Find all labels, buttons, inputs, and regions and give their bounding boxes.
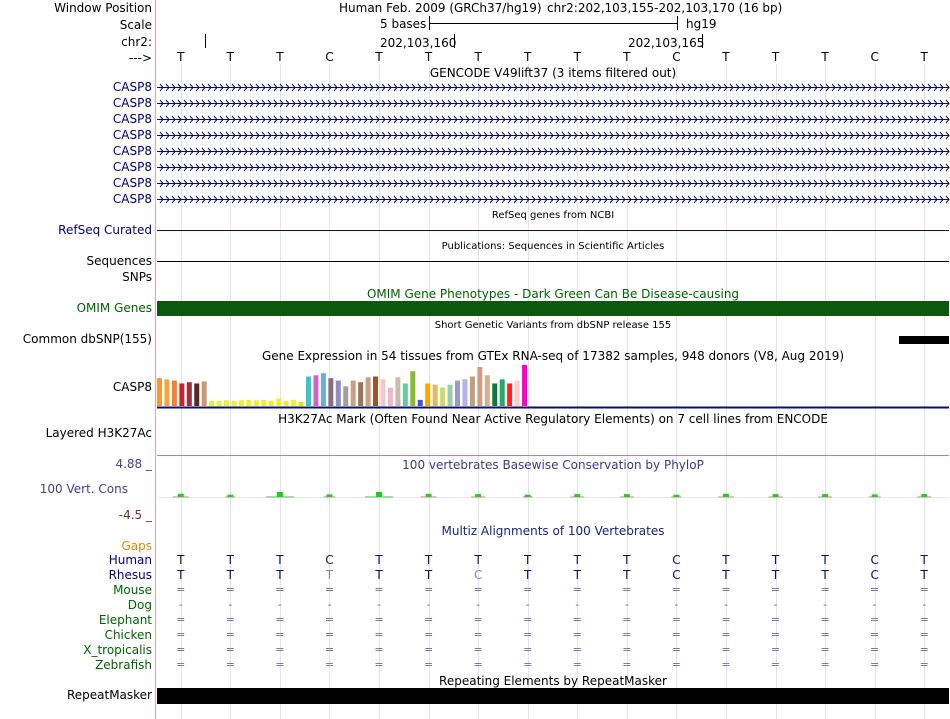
repeatmasker-track-label[interactable]: RepeatMasker: [66, 688, 152, 702]
alignment-base: -: [922, 598, 927, 611]
conservation-score: [872, 494, 878, 497]
gtex-tissue-bar: [507, 383, 512, 406]
gtex-tissue-bar: [336, 381, 341, 406]
alignment-base: -: [872, 598, 877, 611]
alignment-base: T: [226, 568, 235, 582]
gtex-tissue-bar: [254, 400, 259, 406]
alignment-base: =: [225, 583, 235, 596]
alignment-base: =: [423, 628, 434, 641]
alignment-base: =: [671, 583, 682, 596]
alignment-base: =: [671, 658, 682, 671]
dbsnp-track-label[interactable]: Common dbSNP(155): [22, 332, 152, 346]
base-letter: C: [870, 50, 879, 64]
alignment-base: C: [870, 553, 879, 567]
alignment-base: T: [722, 553, 730, 567]
chrom-label: chr2:: [121, 35, 152, 49]
alignment-base: -: [178, 598, 183, 611]
gtex-tissue-bar: [366, 377, 371, 406]
gtex-tissue-bar: [522, 365, 527, 406]
alignment-base: =: [721, 643, 731, 656]
species-label[interactable]: X_tropicalis: [83, 643, 152, 657]
omim-track-title[interactable]: OMIM Gene Phenotypes - Dark Green Can Be Disease-causing: [366, 287, 740, 301]
alignment-base: =: [572, 658, 582, 671]
alignment-base: =: [473, 583, 483, 596]
species-label[interactable]: Zebrafish: [95, 658, 152, 672]
alignment-base: -: [823, 598, 828, 611]
gtex-tissue-bar: [232, 401, 237, 406]
db-text: hg19: [686, 17, 717, 31]
conservation-score: [921, 494, 927, 497]
alignment-base: C: [672, 568, 681, 582]
gtex-tissue-bar: [343, 386, 348, 406]
alignment-base: -: [476, 598, 481, 611]
gtex-tissue-bar: [224, 400, 229, 406]
omim-bar: [157, 301, 949, 316]
alignment-base: T: [821, 568, 829, 582]
gtex-tissue-bar: [179, 383, 184, 406]
alignment-base: T: [573, 568, 581, 582]
alignment-base: =: [225, 613, 235, 626]
alignment-base: =: [473, 658, 483, 671]
assembly-text: Human Feb. 2009 (GRCh37/hg19): [339, 1, 542, 15]
alignment-base: =: [919, 628, 929, 641]
species-label[interactable]: Rhesus: [108, 568, 152, 582]
base-letter: T: [920, 50, 928, 64]
gtex-tissue-bar: [217, 401, 222, 406]
species-label[interactable]: Human: [108, 553, 152, 567]
alignment-base: T: [524, 553, 532, 567]
conservation-score: [673, 495, 679, 497]
conservation-score: [178, 494, 184, 497]
alignment-base: -: [525, 598, 530, 611]
alignment-base: -: [773, 598, 778, 611]
base-letter: T: [623, 50, 631, 64]
gtex-tissue-bar: [455, 381, 460, 406]
base-letter: C: [325, 50, 334, 64]
omim-track-label[interactable]: OMIM Genes: [76, 301, 152, 315]
conservation-score: [773, 494, 779, 497]
alignment-base: =: [870, 613, 880, 626]
gtex-tissue-bar: [358, 382, 363, 406]
base-letter: T: [226, 50, 235, 64]
alignment-base: =: [523, 658, 533, 671]
alignment-base: =: [870, 643, 880, 656]
gtex-tissue-bar: [164, 379, 169, 406]
alignment-base: =: [820, 583, 830, 596]
gtex-tissue-bar: [202, 381, 207, 406]
alignment-base: =: [870, 583, 880, 596]
gtex-tissue-bar: [462, 379, 467, 406]
conservation-score: [277, 492, 283, 497]
alignment-base: =: [622, 658, 632, 671]
alignment-base: =: [324, 583, 335, 596]
alignment-base: C: [672, 553, 681, 567]
position-text: chr2:202,103,155-202,103,170 (16 bp): [547, 1, 783, 15]
alignment-base: =: [176, 643, 186, 656]
alignment-base: =: [721, 628, 731, 641]
base-letter: T: [573, 50, 581, 64]
base-letter: T: [276, 50, 284, 64]
alignment-base: =: [275, 583, 285, 596]
conservation-score: [574, 494, 580, 497]
scale-text: 5 bases: [380, 17, 427, 31]
alignment-base: =: [770, 643, 781, 656]
species-label[interactable]: Mouse: [113, 583, 152, 597]
alignment-base: =: [324, 613, 335, 626]
coord-left: 202,103,160: [380, 36, 457, 50]
alignment-base: -: [575, 598, 580, 611]
alignment-base: -: [723, 598, 728, 611]
gtex-tissue-bar: [351, 381, 356, 406]
alignment-base: =: [423, 643, 434, 656]
alignment-base: =: [275, 628, 285, 641]
gtex-tissue-bar: [395, 377, 400, 406]
alignment-base: =: [572, 613, 582, 626]
h3k27ac-track-label[interactable]: Layered H3K27Ac: [45, 426, 152, 440]
alignment-base: =: [770, 658, 781, 671]
scale-label: Scale: [119, 18, 152, 32]
alignment-base: =: [572, 643, 582, 656]
alignment-base: =: [820, 628, 830, 641]
alignment-base: T: [771, 553, 780, 567]
alignment-base: =: [523, 613, 533, 626]
conservation-score: [376, 492, 382, 497]
base-letter: T: [524, 50, 532, 64]
alignment-base: T: [920, 553, 928, 567]
dbsnp-track-title[interactable]: Short Genetic Variants from dbSNP release 155: [434, 320, 672, 331]
alignment-base: -: [327, 598, 332, 611]
base-letter: T: [474, 50, 482, 64]
gtex-tissue-bar: [470, 376, 475, 406]
alignment-base: =: [324, 643, 335, 656]
h3k27ac-track-title[interactable]: H3K27Ac Mark (Often Found Near Active Regulatory Elements) on 7 cell lines from ENCODE: [278, 412, 828, 426]
alignment-base: -: [277, 598, 282, 611]
gtex-tissue-bar: [403, 383, 408, 406]
alignment-base: -: [624, 598, 629, 611]
gtex-tissue-bar: [433, 385, 438, 406]
gtex-tissue-bar: [328, 378, 333, 406]
window-position-label: Window Position: [54, 1, 152, 15]
gtex-tissue-bar: [381, 379, 386, 406]
refseq-track-label[interactable]: RefSeq Curated: [58, 223, 152, 237]
conservation-ymax: 4.88 _: [115, 457, 152, 471]
alignment-base: =: [374, 643, 384, 656]
alignment-base: T: [424, 568, 433, 582]
gtex-tissue-bar: [388, 388, 393, 406]
gtex-tissue-bar: [410, 371, 415, 406]
alignment-base: =: [423, 613, 434, 626]
gtex-tissue-bar: [291, 400, 296, 406]
base-letter: C: [672, 50, 681, 64]
gencode-transcript-label[interactable]: CASP8: [112, 96, 152, 110]
alignment-base: =: [473, 643, 483, 656]
gtex-tissue-bar: [313, 375, 318, 406]
alignment-base: -: [228, 598, 233, 611]
gtex-tissue-bar: [500, 379, 505, 406]
gtex-tissue-bar: [172, 381, 177, 406]
alignment-base: T: [325, 568, 334, 582]
alignment-base: T: [623, 568, 631, 582]
alignment-base: =: [671, 613, 682, 626]
alignment-base: T: [177, 553, 185, 567]
alignment-base: C: [870, 568, 879, 582]
alignment-base: -: [377, 598, 382, 611]
alignment-base: =: [523, 583, 533, 596]
alignment-base: T: [623, 553, 631, 567]
gtex-tissue-bar: [321, 373, 326, 406]
alignment-base: =: [523, 643, 533, 656]
alignment-base: =: [176, 628, 186, 641]
conservation-track-label[interactable]: 100 Vert. Cons: [39, 482, 128, 496]
conservation-ymin: -4.5 _: [118, 508, 152, 522]
gtex-tissue-bar: [299, 402, 304, 406]
alignment-base: T: [177, 568, 185, 582]
alignment-base: =: [176, 583, 186, 596]
gencode-transcript-label[interactable]: CASP8: [112, 80, 152, 94]
repeatmasker-bar: [157, 688, 949, 704]
conservation-score: [525, 495, 531, 497]
alignment-base: =: [423, 583, 434, 596]
alignment-base: T: [276, 568, 284, 582]
base-letter: T: [722, 50, 730, 64]
alignment-base: C: [473, 568, 483, 582]
alignment-base: -: [674, 598, 679, 611]
alignment-base: =: [770, 628, 781, 641]
gtex-tissue-bar: [373, 376, 378, 406]
alignment-base: =: [374, 583, 384, 596]
conservation-score: [426, 494, 432, 497]
base-letter: T: [821, 50, 829, 64]
alignment-base: =: [374, 613, 384, 626]
alignment-base: T: [573, 553, 581, 567]
alignment-base: T: [375, 553, 383, 567]
conservation-score: [227, 495, 233, 497]
alignment-base: T: [226, 553, 235, 567]
alignment-base: =: [919, 583, 929, 596]
gtex-tissue-bar: [209, 401, 214, 406]
alignment-base: =: [820, 658, 830, 671]
alignment-base: =: [919, 643, 929, 656]
alignment-base: T: [524, 568, 532, 582]
gencode-transcript-label[interactable]: CASP8: [112, 160, 152, 174]
gtex-gene-label[interactable]: CASP8: [112, 380, 152, 394]
gtex-tissue-bar: [261, 400, 266, 406]
alignment-base: =: [919, 613, 929, 626]
gencode-transcript-label[interactable]: CASP8: [112, 112, 152, 126]
species-label[interactable]: Dog: [127, 598, 152, 612]
alignment-base: =: [374, 658, 384, 671]
gtex-tissue-bar: [477, 367, 482, 406]
multiz-track-title[interactable]: Multiz Alignments of 100 Vertebrates: [441, 524, 665, 538]
alignment-base: =: [225, 628, 235, 641]
alignment-base: =: [622, 643, 632, 656]
gencode-transcript-label[interactable]: CASP8: [112, 192, 152, 206]
gencode-transcript-label[interactable]: CASP8: [112, 144, 152, 158]
gencode-track-title[interactable]: GENCODE V49lift37 (3 items filtered out): [429, 66, 677, 80]
alignment-base: =: [523, 628, 533, 641]
base-letter: T: [177, 50, 185, 64]
alignment-base: =: [423, 658, 434, 671]
gtex-tissue-bar: [448, 385, 453, 406]
gtex-tissue-bar: [246, 400, 251, 406]
alignment-base: =: [919, 658, 929, 671]
alignment-base: =: [622, 583, 632, 596]
alignment-base: =: [374, 628, 384, 641]
alignment-base: T: [920, 568, 928, 582]
alignment-base: T: [424, 553, 433, 567]
alignment-base: =: [176, 613, 186, 626]
base-letter: T: [424, 50, 433, 64]
repeatmasker-track-title[interactable]: Repeating Elements by RepeatMasker: [439, 674, 667, 688]
multiz-gaps-label: Gaps: [121, 539, 152, 553]
strand-label: --->: [128, 51, 152, 65]
dbsnp-item: [899, 336, 949, 344]
coord-right: 202,103,165: [628, 36, 705, 50]
publications-track-title[interactable]: Publications: Sequences in Scientific Articles: [441, 241, 665, 252]
conservation-score: [475, 494, 481, 497]
alignment-base: =: [176, 658, 186, 671]
gencode-transcript-label[interactable]: CASP8: [112, 128, 152, 142]
alignment-base: T: [276, 553, 284, 567]
alignment-base: T: [722, 568, 730, 582]
alignment-base: =: [870, 658, 880, 671]
gtex-tissue-bar: [194, 383, 199, 406]
gtex-tissue-bar: [276, 399, 281, 406]
alignment-base: =: [622, 628, 632, 641]
species-label[interactable]: Chicken: [104, 628, 152, 642]
alignment-base: =: [721, 613, 731, 626]
conservation-track-title[interactable]: 100 vertebrates Basewise Conservation by PhyloP: [402, 458, 704, 472]
gtex-tissue-bar: [418, 400, 423, 406]
alignment-base: T: [771, 568, 780, 582]
alignment-base: =: [820, 613, 830, 626]
alignment-base: =: [770, 583, 781, 596]
alignment-base: =: [275, 643, 285, 656]
alignment-base: =: [324, 628, 335, 641]
alignment-base: =: [275, 613, 285, 626]
alignment-base: =: [820, 643, 830, 656]
gtex-track-title[interactable]: Gene Expression in 54 tissues from GTEx RNA-seq of 17382 samples, 948 donors (V8, Aug 2019): [261, 349, 845, 363]
gtex-tissue-bar: [492, 383, 497, 406]
base-letter: T: [375, 50, 383, 64]
gtex-tissue-bar: [239, 400, 244, 406]
gtex-tissue-bar: [187, 382, 192, 406]
alignment-base: T: [821, 553, 829, 567]
gencode-transcript-label[interactable]: CASP8: [112, 176, 152, 190]
alignment-base: C: [325, 553, 334, 567]
alignment-base: =: [770, 613, 781, 626]
snps-track-label[interactable]: SNPs: [122, 270, 152, 284]
conservation-score: [624, 494, 630, 497]
alignment-base: =: [572, 628, 582, 641]
alignment-base: =: [225, 658, 235, 671]
alignment-base: T: [474, 553, 482, 567]
alignment-base: =: [473, 628, 483, 641]
gtex-tissue-bar: [440, 388, 445, 406]
alignment-base: =: [324, 658, 335, 671]
gtex-tissue-bar: [157, 378, 162, 406]
publications-track-label[interactable]: Sequences: [86, 254, 152, 268]
gtex-tissue-bar: [306, 376, 311, 406]
alignment-base: =: [275, 658, 285, 671]
alignment-base: -: [426, 598, 431, 611]
gtex-tissue-bar: [269, 401, 274, 406]
alignment-base: =: [225, 643, 235, 656]
alignment-base: =: [870, 628, 880, 641]
gtex-tissue-bar: [425, 383, 430, 406]
alignment-base: =: [572, 583, 582, 596]
alignment-base: =: [671, 628, 682, 641]
alignment-base: =: [671, 643, 682, 656]
gtex-tissue-bar: [284, 401, 289, 406]
gtex-tissue-bar: [485, 375, 490, 406]
conservation-score: [723, 494, 729, 497]
alignment-base: =: [721, 583, 731, 596]
species-label[interactable]: Elephant: [98, 613, 152, 627]
refseq-track-title[interactable]: RefSeq genes from NCBI: [491, 210, 615, 221]
alignment-base: =: [473, 613, 483, 626]
alignment-base: =: [622, 613, 632, 626]
conservation-score: [822, 494, 828, 497]
alignment-base: T: [375, 568, 383, 582]
conservation-score: [326, 494, 332, 497]
alignment-base: =: [721, 658, 731, 671]
gtex-tissue-bar: [515, 381, 520, 406]
base-letter: T: [771, 50, 780, 64]
